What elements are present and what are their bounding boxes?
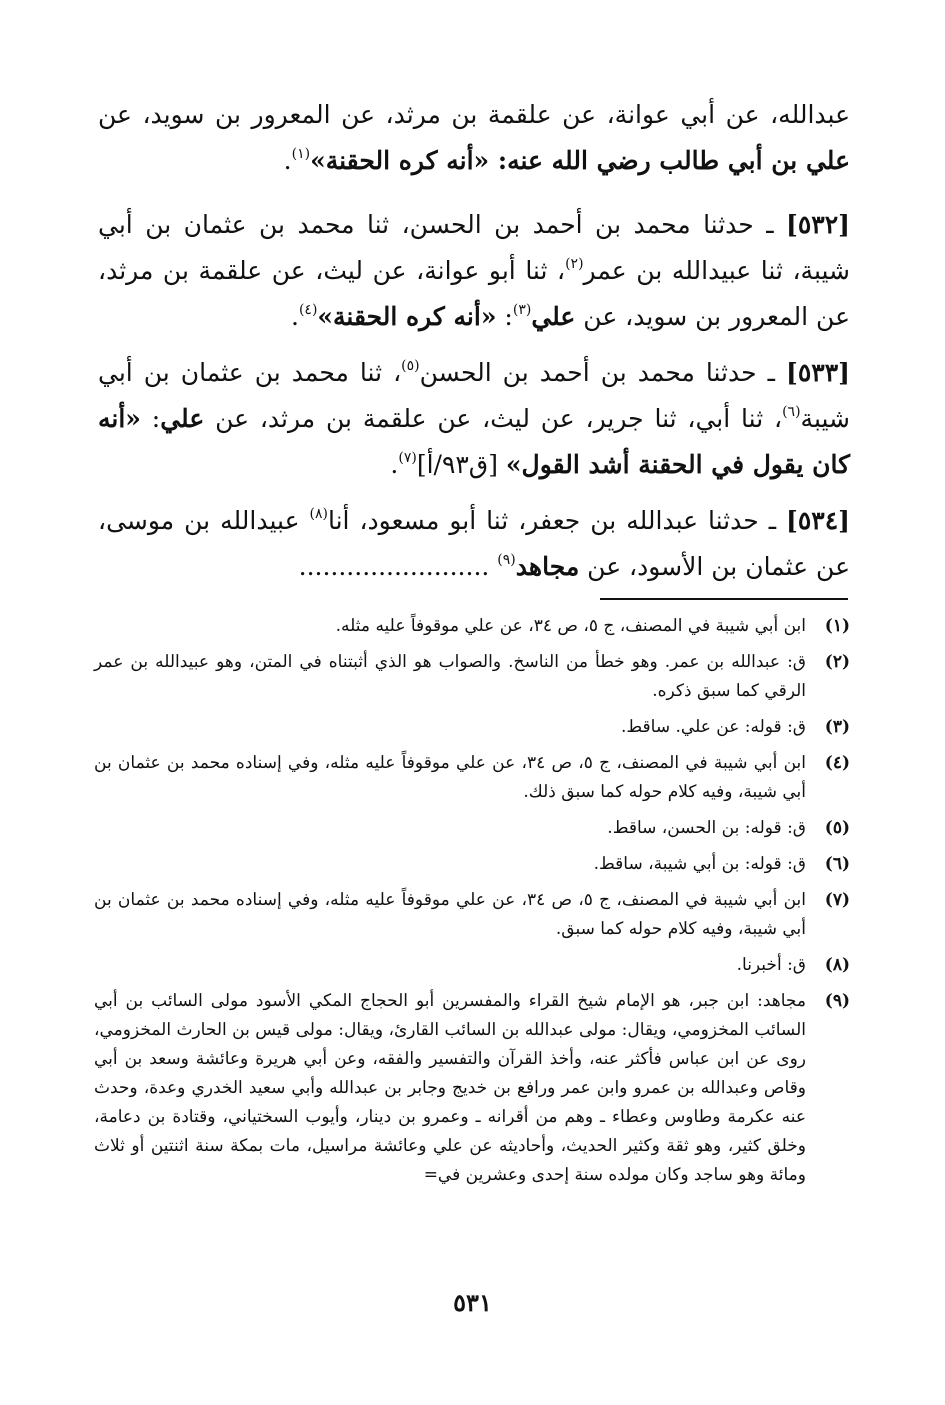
hadith-534 <box>98 498 850 590</box>
footnote-label: (٩) <box>824 991 850 1011</box>
footnote-ref: (٩) <box>497 551 516 568</box>
footnote-ref: (٦) <box>782 403 801 420</box>
footnote-ref: (١) <box>291 145 311 162</box>
footnote-ref: (٥) <box>401 357 420 374</box>
footnote-text: ق: قوله: بن أبي شيبة، ساقط. <box>593 854 806 874</box>
quote-bold: «أنه كره الحقنة» <box>317 302 497 331</box>
quote-bold: «أنه كان يقول في الحقنة أشد القول» <box>98 404 850 479</box>
narrator-bold: علي <box>531 302 576 331</box>
footnote-label: (١) <box>824 616 850 636</box>
narrator-bold: مجاهد <box>515 552 580 581</box>
footnote-text: ق: عبدالله بن عمر. وهو خطأ من الناسخ. والصواب هو الذي أثبتناه في المتن، وهو عبيدالله بن عمر الرقي كما سبق ذكره. <box>94 652 806 701</box>
paragraph-text: عبدالله، عن أبي عوانة، عن علقمة بن مرثد، عن المعرور بن سويد، عن <box>98 100 850 129</box>
isnad-text: ـ حدثنا محمد بن أحمد بن الحسن، ثنا محمد بن عثمان بن أبي شيبة، ثنا عبيدالله بن عمر <box>98 210 850 285</box>
footnote <box>94 886 850 944</box>
footnote-ref: (٣) <box>512 301 532 318</box>
punctuation: . <box>390 450 399 479</box>
footnote-text: ق: قوله: بن الحسن، ساقط. <box>607 818 806 838</box>
footnote-label: (٨) <box>824 955 850 975</box>
footnote-ref: (٧) <box>398 449 417 466</box>
punctuation: . <box>283 146 292 175</box>
footnote <box>94 612 850 641</box>
footnote-ref: (٤) <box>298 301 318 318</box>
isnad-text: ـ حدثنا عبدالله بن جعفر، ثنا أبو مسعود، أنا <box>327 506 787 535</box>
hadith-532 <box>98 202 850 340</box>
hadith-number: [٥٣٣] <box>786 358 850 387</box>
continuation-dots: ........................ <box>298 552 498 581</box>
footnote-label: (٦) <box>824 854 850 874</box>
footnote-text: ق: أخبرنا. <box>736 955 806 975</box>
page-number: ٥٣١ <box>453 1288 492 1317</box>
main-text <box>98 92 850 600</box>
hadith-number: [٥٣٤] <box>786 506 850 535</box>
paragraph-continuation <box>98 92 850 184</box>
punctuation: : <box>496 302 513 331</box>
manuscript-ref: [ق٩٣/أ] <box>416 450 506 479</box>
footnote-label: (٧) <box>824 890 850 910</box>
footnotes <box>94 612 850 1197</box>
narrator-bold: علي <box>160 404 205 433</box>
footnote <box>94 850 850 879</box>
isnad-text: ، ثنا محمد بن عثمان بن أبي شيبة <box>98 358 850 433</box>
footnote <box>94 713 850 742</box>
footnote-text: ابن أبي شيبة في المصنف، ج ٥، ص ٣٤، عن علي موقوفاً عليه مثله، وفي إسناده محمد بن عثمان بن أبي شيبة، وفيه كلام حوله كما سبق. <box>94 890 806 939</box>
hadith-number: [٥٣٢] <box>786 210 850 239</box>
footnote-text: ابن أبي شيبة في المصنف، ج ٥، ص ٣٤، عن علي موقوفاً عليه مثله، وفي إسناده محمد بن عثمان بن أبي شيبة، وفيه كلام حوله كما سبق ذلك. <box>94 753 806 802</box>
footnote <box>94 814 850 843</box>
footnote <box>94 987 850 1190</box>
footnote-ref: (٢) <box>565 255 584 272</box>
footnote-separator <box>600 598 848 600</box>
footnote <box>94 749 850 807</box>
footnote-text: ابن أبي شيبة في المصنف، ج ٥، ص ٣٤، عن علي موقوفاً عليه مثله. <box>335 616 806 636</box>
isnad-text: ، ثنا أبي، ثنا جرير، عن ليث، عن علقمة بن مرثد، عن <box>204 404 783 433</box>
footnote-text: مجاهد: ابن جبر، هو الإمام شيخ القراء والمفسرين أبو الحجاج المكي الأسود مولى السائب بن أبي السائب المخزومي، ويقال: مولى عبدالله بن السائب القارئ، ويقال: مولى قيس بن الحارث المخزومي، روى عن ابن عباس فأكثر عنه، وأخذ القرآن والتفسير والفقه، وعن أبي هريرة وعائشة وسعد بن أبي وقاص وعبدالله بن عمرو وابن عمر ورافع بن خديج وجابر بن عبدالله وأبي سعيد الخدري وعدة، وحدث عنه عكرمة وطاوس وعطاء ـ وهم من أقرانه ـ وعمرو بن دينار، وأيوب السختياني، وقتادة بن دعامة، وخلق كثير، وهو ثقة وكثير الحديث، وأحاديثه عن علي وعائشة مراسيل، مات بمكة سنة اثنتين أو ثلاث ومائة وهو ساجد وكان مولده سنة إحدى وعشرين في= <box>94 991 806 1185</box>
footnote-label: (٣) <box>824 717 850 737</box>
punctuation: : <box>140 404 161 433</box>
isnad-text: عبيدالله بن موسى، عن عثمان بن الأسود، عن <box>98 506 850 581</box>
quote-bold: علي بن أبي طالب رضي الله عنه: «أنه كره الحقنة» <box>310 146 850 175</box>
isnad-text: ، ثنا أبو عوانة، عن ليث، عن علقمة بن مرثد، عن المعرور بن سويد، عن <box>98 256 850 331</box>
footnote-label: (٤) <box>824 753 850 773</box>
footnote-label: (٢) <box>824 652 850 672</box>
isnad-text: ـ حدثنا محمد بن أحمد بن الحسن <box>419 358 786 387</box>
footnote-text: ق: قوله: عن علي. ساقط. <box>621 717 806 737</box>
footnote-ref: (٨) <box>309 505 328 522</box>
footnote <box>94 951 850 980</box>
punctuation: . <box>290 302 299 331</box>
hadith-533 <box>98 350 850 488</box>
footnote <box>94 648 850 706</box>
footnote-label: (٥) <box>824 818 850 838</box>
